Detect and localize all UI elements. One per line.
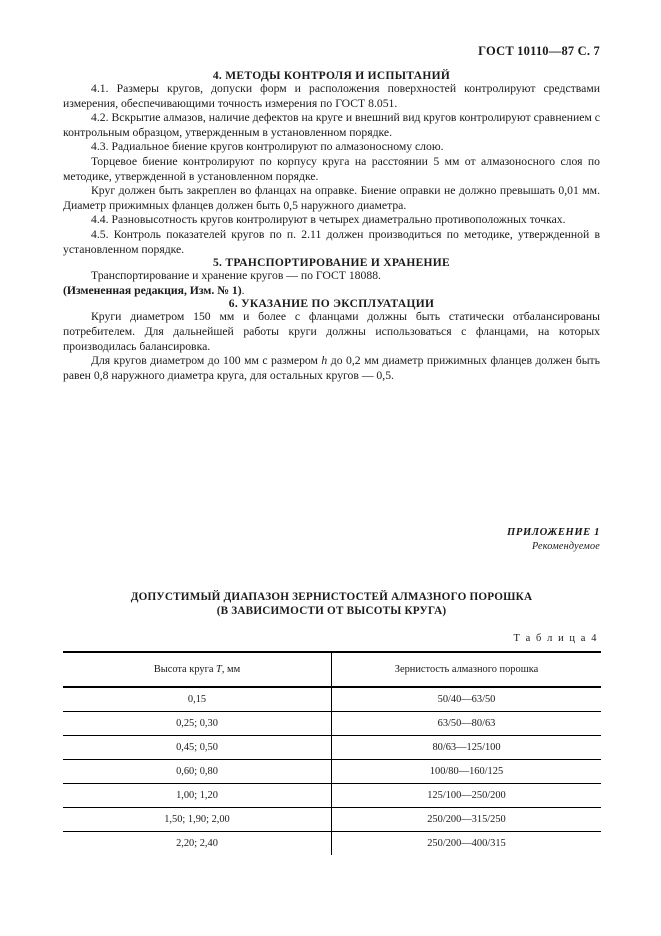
table-row bbox=[63, 808, 601, 832]
cell-grit: 50/40—63/50 bbox=[332, 687, 602, 712]
paragraph-text-end: до 0,2 мм диаметр прижимных фланцев должен быть равен 0,8 наружного диаметра круга, для остальных кругов — 0,5. bbox=[63, 354, 600, 382]
running-header: ГОСТ 10110—87 С. 7 bbox=[478, 44, 600, 58]
table-row bbox=[63, 736, 601, 760]
cell-grit: 100/80—160/125 bbox=[332, 760, 602, 784]
revision-note-tail: . bbox=[241, 283, 245, 297]
table-row bbox=[63, 687, 601, 712]
section-heading-5: 5. ТРАНСПОРТИРОВАНИЕ И ХРАНЕНИЕ bbox=[213, 257, 450, 270]
revision-note bbox=[63, 284, 600, 299]
column-header-grit: Зернистость алмазного порошка bbox=[332, 652, 602, 687]
table-title-line2: (В ЗАВИСИМОСТИ ОТ ВЫСОТЫ КРУГА) bbox=[216, 605, 447, 617]
section-heading-6: 6. УКАЗАНИЕ ПО ЭКСПЛУАТАЦИИ bbox=[228, 298, 435, 311]
paragraph: 4.1. Размеры кругов, допуски форм и расположения поверхностей контролируют средствами измерения, обеспечивающими точность измерения по ГОСТ 8.051. bbox=[63, 82, 600, 110]
cell-height: 0,25; 0,30 bbox=[63, 712, 332, 736]
paragraph: 4.2. Вскрытие алмазов, наличие дефектов на круге и внешний вид кругов контролируют сравнением с контрольным образцом, утвержденным в установленном порядке. bbox=[63, 111, 600, 139]
cell-grit: 250/200—315/250 bbox=[332, 808, 602, 832]
table-title-line1: ДОПУСТИМЫЙ ДИАПАЗОН ЗЕРНИСТОСТЕЙ АЛМАЗНОГО ПОРОШКА bbox=[130, 591, 533, 603]
paragraph bbox=[63, 354, 600, 383]
symbol-T: T bbox=[216, 664, 222, 675]
cell-height: 0,15 bbox=[63, 687, 332, 712]
table-row bbox=[63, 712, 601, 736]
cell-height: 1,50; 1,90; 2,00 bbox=[63, 808, 332, 832]
paragraph: Круг должен быть закреплен во фланцах на оправке. Биение оправки не должно превышать 0,01 мм. Диаметр прижимных фланцев должен быть 0,5 наружного диаметра. bbox=[63, 184, 600, 212]
paragraph: Круги диаметром 150 мм и более с фланцами должны быть статически отбалансированы потребителем. Для дальнейшей работы круги должны использоваться с фланцами, на которых производилась балансировка. bbox=[63, 310, 600, 353]
appendix-label bbox=[63, 527, 600, 552]
table-number-label: Т а б л и ц а 4 bbox=[513, 633, 598, 644]
table-row bbox=[63, 784, 601, 808]
cell-height: 0,60; 0,80 bbox=[63, 760, 332, 784]
cell-height: 1,00; 1,20 bbox=[63, 784, 332, 808]
cell-grit: 80/63—125/100 bbox=[332, 736, 602, 760]
paragraph-text-start: Для кругов диаметром до 100 мм с размером bbox=[91, 354, 322, 368]
table-title bbox=[63, 590, 600, 618]
table-header-row bbox=[63, 652, 601, 687]
cell-height: 2,20; 2,40 bbox=[63, 832, 332, 856]
column-header-height-suffix: , мм bbox=[221, 664, 241, 675]
document-body bbox=[63, 70, 600, 383]
column-header-height bbox=[63, 652, 332, 687]
appendix-subtitle: Рекомендуемое bbox=[531, 541, 600, 552]
paragraph: 4.4. Разновысотность кругов контролируют в четырех диаметрально противоположных точках. bbox=[91, 213, 566, 227]
table-row bbox=[63, 832, 601, 856]
grit-range-table bbox=[63, 651, 601, 855]
paragraph: Торцевое биение контролируют по корпусу круга на расстоянии 5 мм от алмазоносного слоя по методике, утвержденной в установленном порядке. bbox=[63, 154, 600, 183]
paragraph: Транспортирование и хранение кругов — по ГОСТ 18088. bbox=[91, 269, 381, 283]
paragraph: 4.5. Контроль показателей кругов по п. 2.11 должен производиться по методике, утвержденной в установленном порядке. bbox=[63, 227, 600, 256]
cell-height: 0,45; 0,50 bbox=[63, 736, 332, 760]
table-section bbox=[63, 590, 600, 855]
appendix-title: ПРИЛОЖЕНИЕ 1 bbox=[507, 527, 600, 538]
column-header-height-prefix: Высота круга bbox=[153, 664, 217, 675]
paragraph: 4.3. Радиальное биение кругов контролируют по алмазоносному слою. bbox=[91, 140, 444, 154]
section-heading-4: 4. МЕТОДЫ КОНТРОЛЯ И ИСПЫТАНИЙ bbox=[212, 70, 451, 82]
cell-grit: 250/200—400/315 bbox=[427, 838, 506, 849]
cell-grit: 63/50—80/63 bbox=[332, 712, 602, 736]
revision-note-bold: (Измененная редакция, Изм. № 1) bbox=[63, 283, 242, 297]
symbol-h: h bbox=[321, 354, 328, 368]
table-row bbox=[63, 760, 601, 784]
cell-grit: 125/100—250/200 bbox=[332, 784, 602, 808]
